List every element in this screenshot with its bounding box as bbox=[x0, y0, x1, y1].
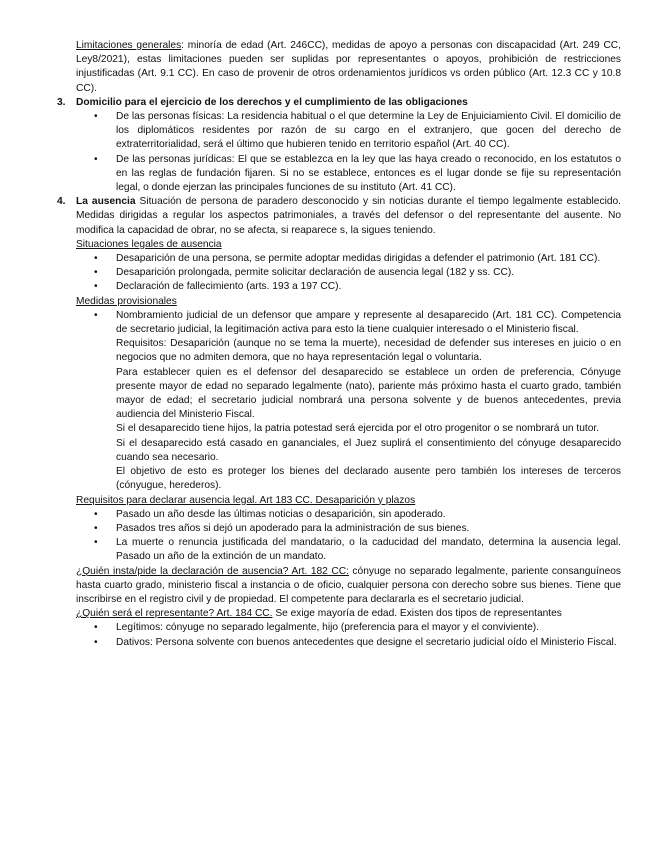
list-item bbox=[34, 508, 621, 522]
bullet-icon: • bbox=[94, 281, 98, 293]
section-3-number: 3. bbox=[57, 96, 66, 108]
bullet-icon: • bbox=[94, 153, 98, 165]
list-item-text: Pasados tres años si dejó un apoderado para la administración de sus bienes. bbox=[116, 522, 470, 534]
list-item-text: Legítimos: cónyuge no separado legalmente, hijo (preferencia para el mayor y el conviviente). bbox=[116, 622, 540, 634]
list-item bbox=[34, 522, 621, 536]
medidas-paragraph: Si el desaparecido está casado en gananciales, el Juez suplirá el consentimiento del cónyuge desaparecido cuando sea necesario. bbox=[116, 437, 621, 463]
situaciones-heading: Situaciones legales de ausencia bbox=[76, 238, 222, 250]
list-item bbox=[34, 280, 621, 294]
representante-heading: ¿Quién será el representante? Art. 184 CC. bbox=[76, 608, 273, 620]
section-4-heading bbox=[34, 195, 621, 238]
list-item bbox=[34, 636, 621, 650]
intro-heading: Limitaciones generales bbox=[76, 40, 182, 51]
list-item bbox=[34, 153, 621, 196]
list-item-text: Declaración de fallecimiento (arts. 193 a 197 CC). bbox=[116, 281, 342, 293]
intro-text: : minoría de edad (Art. 246CC), medidas de apoyo a personas con discapacidad (Art. 249 CC, Ley8/2021), estas limitaciones pueden ser suplidas por representantes o apoyos, prohibición de restricciones injustificadas (Art. 9.1 CC). En caso de provenir de otros ordenamientos jurídicos vs orden público (Art. 12.3 CC y 10.8 CC). bbox=[76, 40, 621, 94]
section-4-title: La ausencia bbox=[76, 196, 136, 208]
list-item bbox=[34, 110, 621, 153]
quien-insta-heading: ¿Quién insta/pide la declaración de ausencia? Art. 182 CC: bbox=[76, 565, 349, 577]
bullet-icon: • bbox=[94, 522, 98, 534]
medidas-paragraph: El objetivo de esto es proteger los bienes del declarado ausente pero también los intereses de terceros (cónyugue, herederos). bbox=[116, 466, 621, 492]
bullet-icon: • bbox=[94, 508, 98, 520]
quien-insta-paragraph bbox=[76, 565, 621, 608]
medidas-paragraph: Si el desaparecido tiene hijos, la patria potestad será ejercida por el otro progenitor o se nombrará un tutor. bbox=[116, 423, 600, 435]
list-item bbox=[34, 309, 621, 337]
representante-text: Se exige mayoría de edad. Existen dos tipos de representantes bbox=[272, 608, 562, 620]
medidas-paragraph: Para establecer quien es el defensor del desaparecido se establece un orden de preferencia, Cónyuge presente mayor de edad no separado legalmente (nato), pariente más próximo hasta el cuarto grado, también mayor de edad; el secretario judicial nombrará una persona solvente y de buenos antecedentes, previa audiencia del Ministerio Fiscal. bbox=[116, 366, 621, 421]
section-3-title: Domicilio para el ejercicio de los derechos y el cumplimiento de las obligaciones bbox=[76, 96, 468, 108]
bullet-icon: • bbox=[94, 267, 98, 279]
representante-paragraph bbox=[76, 607, 621, 621]
list-item-text: La muerte o renuncia justificada del mandatario, o la caducidad del mandato, determina la ausencia legal. Pasado un año de la extinción de un mandato. bbox=[116, 537, 621, 563]
quien-insta-text: cónyuge no separado legalmente, pariente consanguíneos hasta cuarto grado, ministerio fiscal a instancia o de oficio, cualquier persona con derecho sobre sus bienes. Tiene que inscribirse en el registro civil y de propiedad. El competente para declararla es el secretario judicial. bbox=[76, 565, 622, 605]
medidas-paragraph: Requisitos: Desaparición (aunque no se tema la muerte), necesidad de defender sus intereses en juicio o en negocios que no admiten demora, que no haya representación legal o voluntaria. bbox=[116, 338, 621, 364]
list-item-text: De las personas jurídicas: El que se establezca en la ley que las haya creado o reconocido, en los estatutos o en las reglas de fundación fijaren. Si no se establece, entonces es el lugar donde se fije su representación legal, o donde ejerzan las principales funciones de su instituto (Art. 41 CC). bbox=[116, 153, 621, 194]
section-3-heading bbox=[34, 96, 621, 110]
section-4-text: Situación de persona de paradero desconocido y sin noticias durante el tiempo legalmente establecido. Medidas dirigidas a regular los aspectos patrimoniales, a través del defensor o del representante del ausente. No modifica la capacidad de obrar, no se afecta, si reaparece s, la sigues teniendo. bbox=[76, 196, 621, 236]
section-4-number: 4. bbox=[57, 196, 66, 208]
medidas-heading: Medidas provisionales bbox=[76, 295, 177, 307]
bullet-icon: • bbox=[94, 622, 98, 634]
list-item-text: Desaparición prolongada, permite solicitar declaración de ausencia legal (182 y ss. CC). bbox=[116, 267, 515, 279]
list-item-text: Nombramiento judicial de un defensor que ampare y represente al desaparecido (Art. 181 CC). Competencia de secretario judicial, la legitimación activa para esto la tiene cualquier interesado o el Ministerio fiscal. bbox=[116, 309, 621, 336]
list-item bbox=[34, 266, 621, 280]
bullet-icon: • bbox=[94, 309, 98, 321]
intro-paragraph bbox=[76, 39, 621, 96]
list-item-text: De las personas físicas: La residencia habitual o el que determine la Ley de Enjuiciamiento Civil. El domicilio de los diplomáticos residentes por razón de su cargo en el extranjero, que gocen del derecho de extraterritorialidad, será el último que hubieren tenido en territorio español (Art. 40 CC). bbox=[116, 111, 621, 151]
list-item-text: Dativos: Persona solvente con buenos antecedentes que designe el secretario judicial oído el Ministerio Fiscal. bbox=[116, 636, 617, 648]
bullet-icon: • bbox=[94, 537, 98, 549]
list-item-text: Pasado un año desde las últimas noticias o desaparición, sin apoderado. bbox=[116, 508, 446, 520]
bullet-icon: • bbox=[94, 253, 98, 265]
list-item bbox=[34, 621, 621, 635]
requisitos-heading: Requisitos para declarar ausencia legal. Art 183 CC. Desaparición y plazos bbox=[76, 494, 416, 506]
bullet-icon: • bbox=[94, 636, 98, 648]
list-item bbox=[34, 536, 621, 564]
list-item-text: Desaparición de una persona, se permite adoptar medidas dirigidas a defender el patrimonio (Art. 181 CC). bbox=[116, 253, 601, 265]
bullet-icon: • bbox=[94, 111, 98, 123]
list-item bbox=[34, 252, 621, 266]
